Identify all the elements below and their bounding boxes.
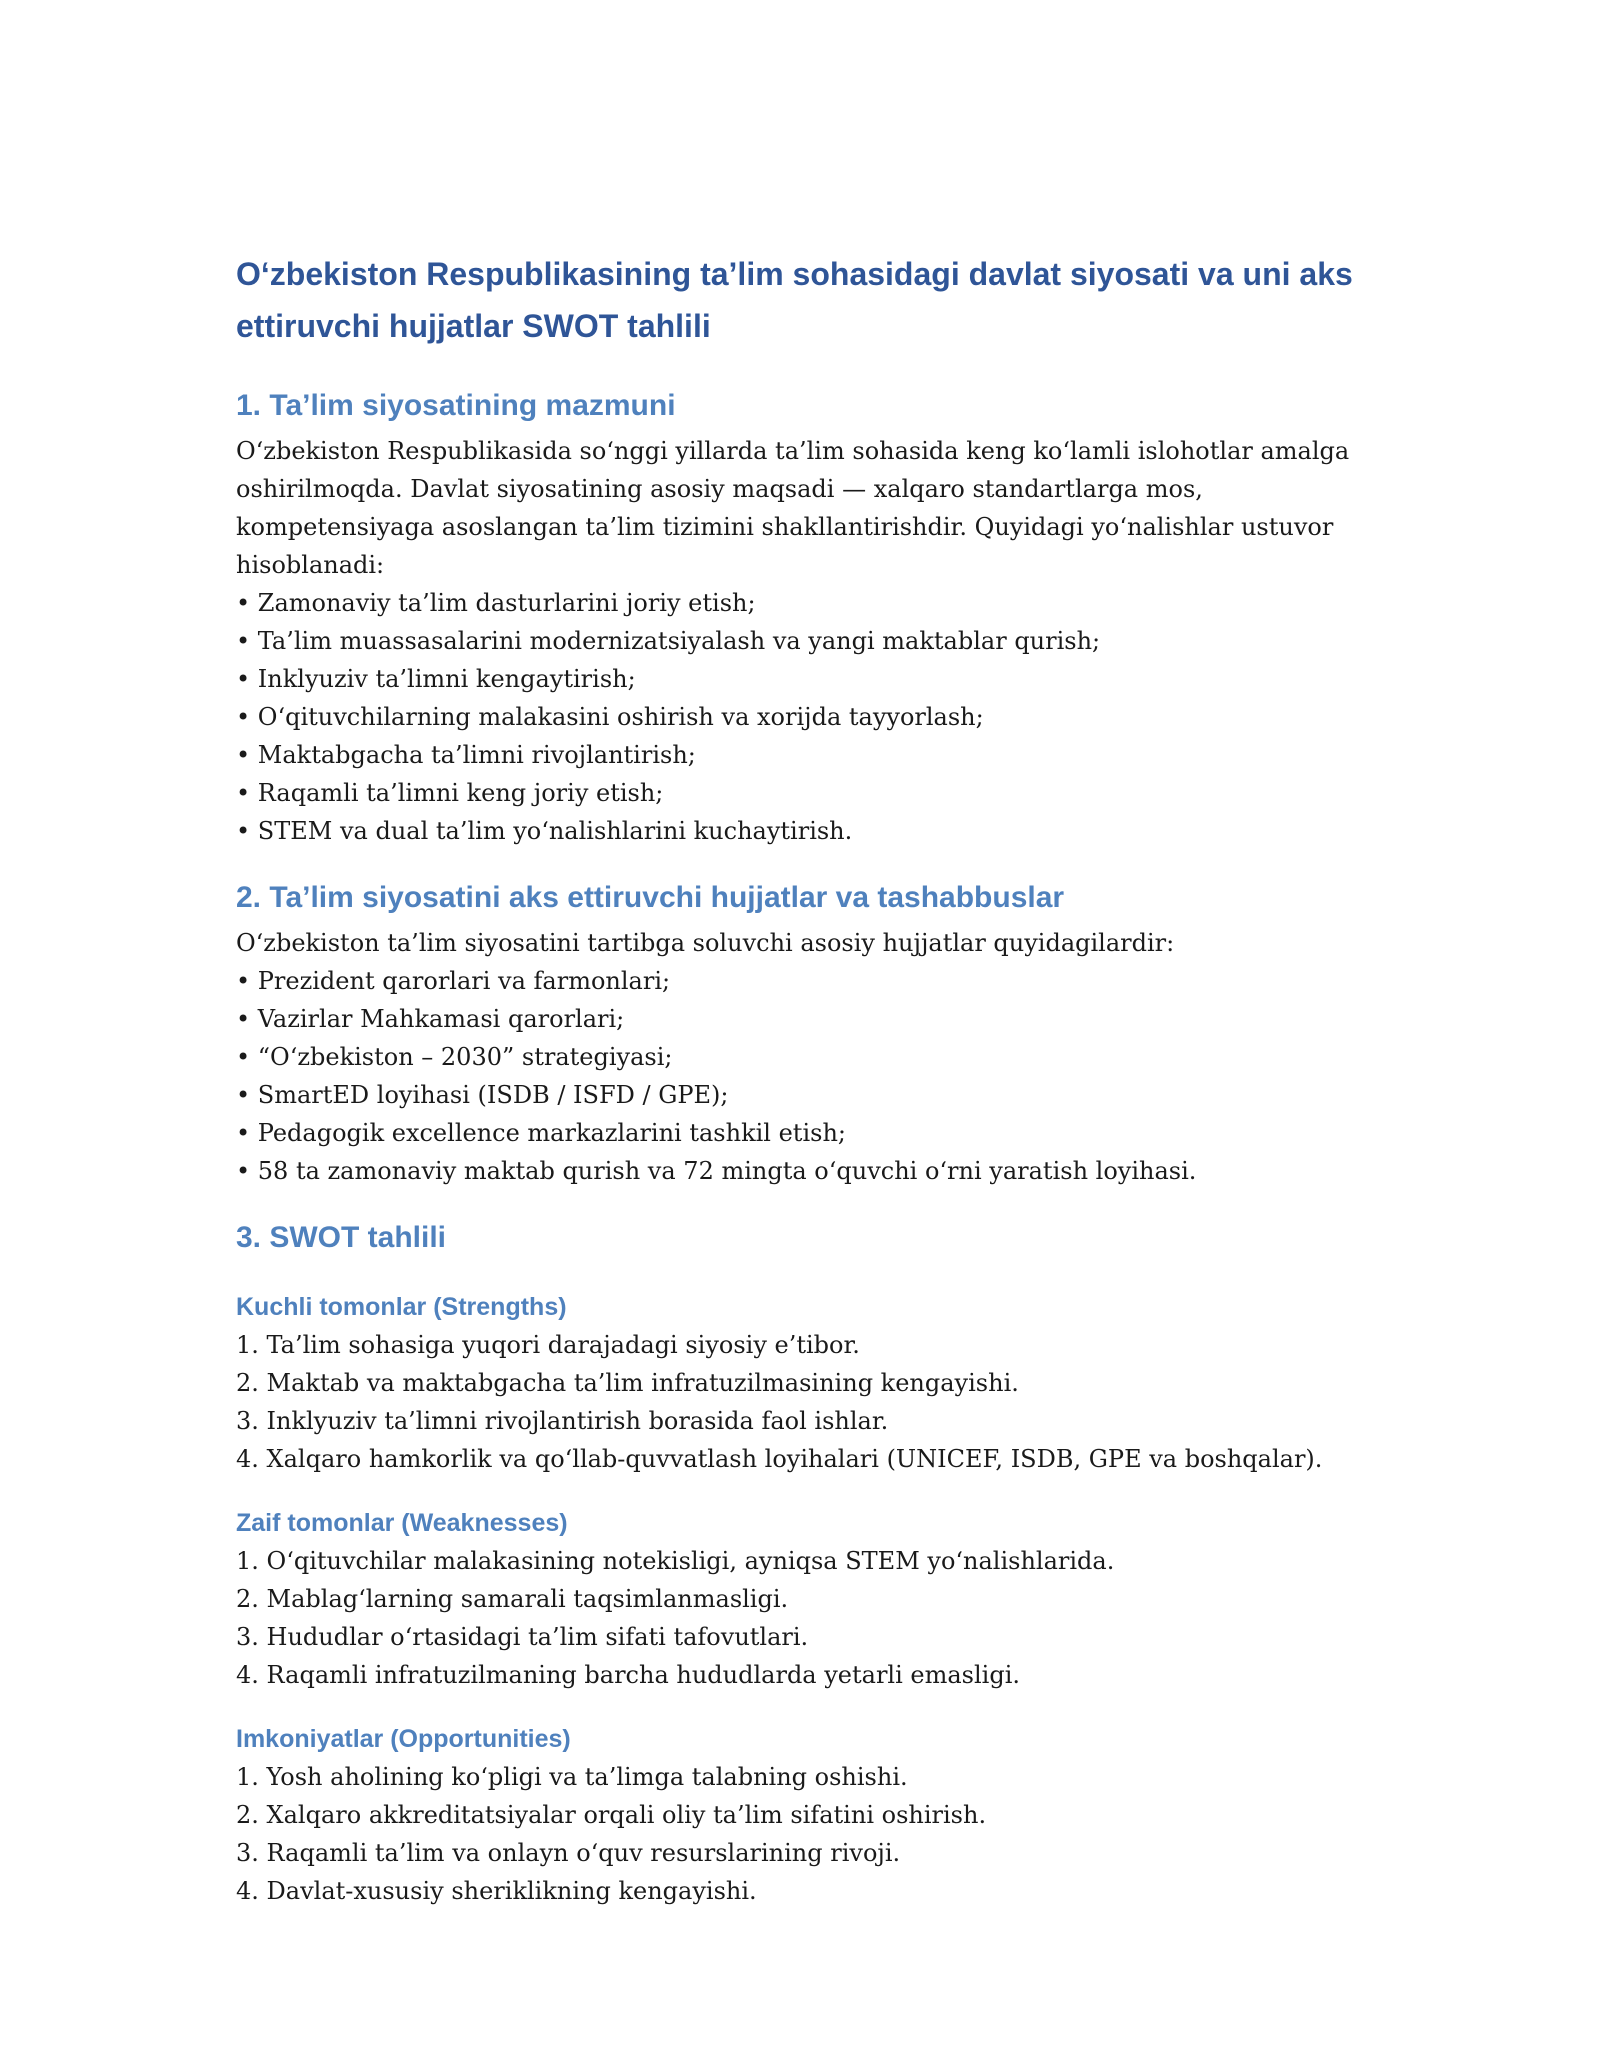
list-item: 1. Ta’lim sohasiga yuqori darajadagi siyosiy e’tibor. (236, 1331, 860, 1359)
list-item: 3. Inklyuziv ta’limni rivojlantirish borasida faol ishlar. (236, 1407, 889, 1435)
list-item: • Zamonaviy ta’lim dasturlarini joriy etish; (236, 589, 756, 617)
section-2-paragraph: O‘zbekiston ta’lim siyosatini tartibga soluvchi asosiy hujjatlar quyidagilardir: (236, 929, 1175, 957)
strengths-list (236, 1326, 1386, 1478)
section-1-heading: 1. Ta’lim siyosatining mazmuni (236, 389, 676, 422)
list-item: • O‘qituvchilarning malakasini oshirish va xorijda tayyorlash; (236, 703, 984, 731)
section-3-heading: 3. SWOT tahlili (236, 1221, 447, 1254)
list-item: • Raqamli ta’limni keng joriy etish; (236, 779, 664, 807)
list-item: • Prezident qarorlari va farmonlari; (236, 967, 671, 995)
list-item: • STEM va dual ta’lim yo‘nalishlarini kuchaytirish. (236, 817, 853, 845)
weaknesses-heading: Zaif tomonlar (Weaknesses) (236, 1509, 568, 1537)
list-item: 2. Maktab va maktabgacha ta’lim infratuzilmasining kengayishi. (236, 1369, 1019, 1397)
weaknesses-list (236, 1542, 1386, 1694)
list-item: 1. O‘qituvchilar malakasining notekisligi, ayniqsa STEM yo‘nalishlarida. (236, 1547, 1115, 1575)
list-item: 4. Xalqaro hamkorlik va qo‘llab-quvvatlash loyihalari (UNICEF, ISDB, GPE va boshqalar). (236, 1445, 1323, 1473)
list-item: 4. Davlat-xususiy sheriklikning kengayishi. (236, 1877, 757, 1905)
list-item: 4. Raqamli infratuzilmaning barcha hududlarda yetarli emasligi. (236, 1661, 1021, 1689)
list-item: 3. Raqamli ta’lim va onlayn o‘quv resurslarining rivoji. (236, 1839, 901, 1867)
list-item: • Ta’lim muassasalarini modernizatsiyalash va yangi maktablar qurish; (236, 627, 1101, 655)
list-item: • Maktabgacha ta’limni rivojlantirish; (236, 741, 696, 769)
section-1-paragraph: O‘zbekiston Respublikasida so‘nggi yillarda ta’lim sohasida keng ko‘lamli islohotlar amalga oshirilmoqda. Davlat siyosatining asosiy maqsadi — xalqaro standartlarga mos, kompetensiyaga asoslangan ta’lim tizimini shakllantirishdir. Quyidagi yo‘nalishlar ustuvor hisoblanadi: (236, 437, 1350, 579)
list-item: • Inklyuziv ta’limni kengaytirish; (236, 665, 636, 693)
list-item: • 58 ta zamonaviy maktab qurish va 72 mingta o‘quvchi o‘rni yaratish loyihasi. (236, 1157, 1197, 1185)
list-item: 1. Yosh aholining ko‘pligi va ta’limga talabning oshishi. (236, 1763, 908, 1791)
document-title: O‘zbekiston Respublikasining ta’lim sohasidagi davlat siyosati va uni aks ettiruvchi hujjatlar SWOT tahlili (236, 256, 1353, 344)
opportunities-heading: Imkoniyatlar (Opportunities) (236, 1725, 571, 1753)
section-1-list (236, 584, 1386, 850)
list-item: • “O‘zbekiston – 2030” strategiyasi; (236, 1043, 673, 1071)
strengths-heading: Kuchli tomonlar (Strengths) (236, 1293, 567, 1321)
list-item: • Pedagogik excellence markazlarini tashkil etish; (236, 1119, 846, 1147)
opportunities-list (236, 1758, 1386, 1910)
section-2-heading: 2. Ta’lim siyosatini aks ettiruvchi hujjatlar va tashabbuslar (236, 881, 1065, 914)
list-item: 2. Xalqaro akkreditatsiyalar orqali oliy ta’lim sifatini oshirish. (236, 1801, 987, 1829)
list-item: • Vazirlar Mahkamasi qarorlari; (236, 1005, 625, 1033)
list-item: 2. Mablag‘larning samarali taqsimlanmasligi. (236, 1585, 789, 1613)
section-2-list (236, 962, 1386, 1190)
list-item: • SmartED loyihasi (ISDB / ISFD / GPE); (236, 1081, 729, 1109)
document-body (236, 248, 1386, 1910)
list-item: 3. Hududlar o‘rtasidagi ta’lim sifati tafovutlari. (236, 1623, 809, 1651)
